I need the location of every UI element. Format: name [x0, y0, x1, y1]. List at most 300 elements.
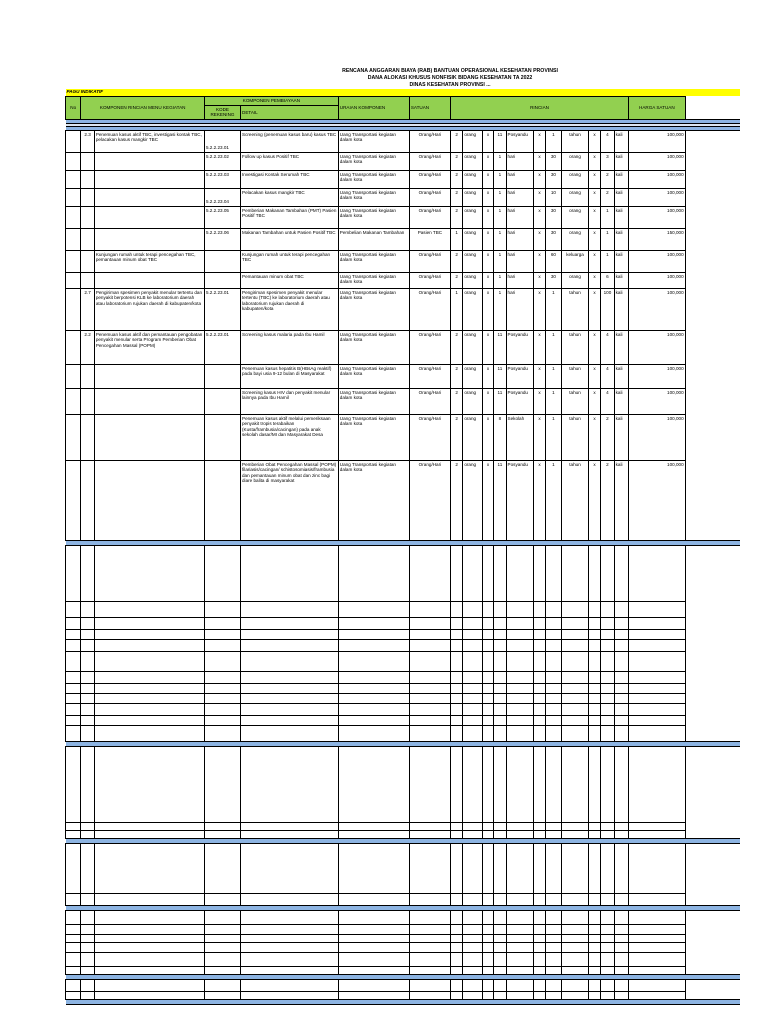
empty-cell	[241, 725, 339, 741]
row-qty-3: 30	[545, 206, 561, 228]
row-uraian: Uang Transportasi kegiatan dalam kota	[338, 460, 409, 540]
row-qty-3: 1	[545, 130, 561, 152]
empty-cell	[81, 617, 94, 629]
empty-cell	[601, 651, 614, 671]
title-line-3: DINAS KESEHATAN PROVINSI ...	[409, 82, 491, 88]
empty-cell	[494, 942, 506, 952]
row-qty-2: 11	[494, 460, 506, 540]
empty-cell	[545, 934, 561, 942]
empty-cell	[494, 822, 506, 830]
empty-cell	[81, 639, 94, 651]
row-unit-3: tahun	[562, 288, 589, 330]
row-kegiatan	[94, 152, 204, 170]
empty-cell	[241, 979, 339, 991]
empty-cell	[614, 893, 628, 905]
row-unit-1: orang	[463, 272, 483, 288]
empty-cell	[588, 979, 600, 991]
row-times: x	[534, 388, 545, 414]
row-times: x	[482, 152, 493, 170]
empty-cell	[562, 693, 589, 703]
row-qty-1: 2	[451, 170, 463, 188]
empty-cell	[685, 725, 740, 741]
row-number: 2.3	[81, 130, 94, 152]
row-unit-3: tahun	[562, 364, 589, 388]
empty-cell	[506, 924, 534, 934]
empty-cell	[588, 952, 600, 966]
row-unit-3: tahun	[562, 414, 589, 460]
empty-cell	[463, 822, 483, 830]
empty-cell	[614, 924, 628, 934]
empty-cell	[601, 924, 614, 934]
row-qty-2: 1	[494, 228, 506, 250]
row-qty-3: 1	[545, 288, 561, 330]
row-uraian: Uang Transportasi kegiatan dalam kota	[338, 152, 409, 170]
empty-cell	[94, 639, 204, 651]
empty-cell	[204, 991, 240, 999]
empty-cell	[463, 671, 483, 683]
row-unit-1: orang	[463, 414, 483, 460]
empty-cell	[338, 629, 409, 639]
empty-cell	[241, 693, 339, 703]
row-unit-4: kali	[614, 130, 628, 152]
empty-cell	[338, 639, 409, 651]
empty-cell	[81, 952, 94, 966]
empty-cell	[204, 942, 240, 952]
empty-cell	[614, 725, 628, 741]
row-qty-1: 2	[451, 388, 463, 414]
empty-cell	[588, 639, 600, 651]
empty-cell	[614, 683, 628, 693]
separator-bar	[66, 999, 741, 1004]
empty-cell	[506, 910, 534, 924]
empty-cell	[562, 629, 589, 639]
empty-cell	[451, 693, 463, 703]
empty-cell	[562, 942, 589, 952]
empty-cell	[629, 979, 686, 991]
empty-cell	[601, 910, 614, 924]
row-qty-1: 2	[451, 152, 463, 170]
empty-row	[66, 966, 741, 974]
row-kode-rekening: 5.2.2.23.06	[204, 228, 240, 250]
empty-cell	[494, 979, 506, 991]
row-qty-1: 2	[451, 364, 463, 388]
empty-cell	[81, 545, 94, 601]
row-kegiatan	[94, 272, 204, 288]
row-number	[81, 206, 94, 228]
row-satuan: Orang/Hari	[409, 170, 450, 188]
empty-cell	[685, 934, 740, 942]
empty-cell	[204, 651, 240, 671]
empty-cell	[629, 693, 686, 703]
row-satuan: Orang/Hari	[409, 130, 450, 152]
empty-cell	[629, 617, 686, 629]
empty-cell	[482, 746, 493, 822]
empty-row	[66, 924, 741, 934]
empty-cell	[204, 893, 240, 905]
empty-cell	[545, 601, 561, 617]
empty-cell	[614, 991, 628, 999]
empty-cell	[534, 725, 545, 741]
empty-row	[66, 629, 741, 639]
empty-cell	[601, 934, 614, 942]
empty-row	[66, 725, 741, 741]
empty-cell	[545, 715, 561, 725]
empty-cell	[66, 671, 81, 683]
row-qty-3: 1	[545, 460, 561, 540]
row-detail: Pemberian Obat Pencegahan Massal (POPM) filariasis/cacingan/ schistosomiasis/frambusia dan pemantauan minum obat dan zinc bagi diare balita di masyarakat	[241, 460, 339, 540]
header-rincian: RINCIAN	[451, 97, 629, 120]
empty-cell	[494, 671, 506, 683]
row-qty-2: 1	[494, 272, 506, 288]
row-times: x	[534, 228, 545, 250]
empty-cell	[451, 893, 463, 905]
empty-cell	[545, 830, 561, 838]
empty-cell	[81, 629, 94, 639]
row-unit-1: orang	[463, 460, 483, 540]
row-unit-1: orang	[463, 250, 483, 272]
table-row	[66, 228, 741, 250]
empty-cell	[601, 639, 614, 651]
empty-cell	[241, 601, 339, 617]
row-satuan: Orang/Hari	[409, 272, 450, 288]
empty-cell	[601, 545, 614, 601]
empty-cell	[534, 617, 545, 629]
empty-cell	[614, 693, 628, 703]
row-number	[81, 460, 94, 540]
empty-cell	[338, 893, 409, 905]
row-spacer	[685, 414, 740, 460]
empty-cell	[545, 671, 561, 683]
rab-table	[65, 89, 740, 1005]
empty-cell	[451, 617, 463, 629]
empty-cell	[588, 910, 600, 924]
row-unit-4: kali	[614, 330, 628, 364]
empty-cell	[601, 830, 614, 838]
empty-cell	[629, 629, 686, 639]
row-kode-rekening: 5.2.2.23.04	[204, 188, 240, 206]
empty-cell	[534, 651, 545, 671]
row-qty-2: 1	[494, 250, 506, 272]
row-qty-3: 1	[545, 414, 561, 460]
empty-cell	[451, 843, 463, 893]
empty-cell	[409, 725, 450, 741]
empty-cell	[94, 830, 204, 838]
empty-cell	[588, 893, 600, 905]
row-times: x	[534, 460, 545, 540]
empty-row	[66, 639, 741, 651]
empty-cell	[562, 651, 589, 671]
row-spacer	[66, 414, 81, 460]
row-satuan: Orang/Hari	[409, 152, 450, 170]
header-harga-satuan: HARGA SATUAN	[629, 97, 686, 120]
empty-cell	[66, 966, 81, 974]
row-times: x	[482, 388, 493, 414]
empty-row	[66, 952, 741, 966]
row-qty-4: 100	[601, 288, 614, 330]
empty-cell	[506, 693, 534, 703]
empty-cell	[614, 952, 628, 966]
empty-cell	[545, 545, 561, 601]
empty-cell	[338, 545, 409, 601]
empty-cell	[614, 601, 628, 617]
empty-cell	[409, 671, 450, 683]
empty-cell	[562, 991, 589, 999]
empty-cell	[588, 991, 600, 999]
table-row	[66, 460, 741, 540]
row-unit-3: orang	[562, 206, 589, 228]
empty-cell	[601, 843, 614, 893]
empty-cell	[81, 934, 94, 942]
empty-cell	[409, 651, 450, 671]
empty-cell	[409, 693, 450, 703]
empty-row	[66, 822, 741, 830]
empty-cell	[338, 693, 409, 703]
empty-cell	[588, 683, 600, 693]
empty-cell	[629, 703, 686, 715]
row-spacer	[66, 288, 81, 330]
row-number	[81, 188, 94, 206]
empty-cell	[534, 639, 545, 651]
empty-cell	[409, 991, 450, 999]
empty-cell	[204, 629, 240, 639]
empty-cell	[409, 746, 450, 822]
row-times: x	[482, 130, 493, 152]
row-qty-4: 2	[601, 188, 614, 206]
empty-cell	[66, 629, 81, 639]
empty-cell	[614, 979, 628, 991]
empty-cell	[601, 893, 614, 905]
row-qty-3: 10	[545, 188, 561, 206]
empty-cell	[94, 746, 204, 822]
empty-cell	[506, 822, 534, 830]
empty-cell	[241, 830, 339, 838]
empty-cell	[534, 934, 545, 942]
empty-cell	[562, 617, 589, 629]
empty-cell	[94, 671, 204, 683]
empty-cell	[66, 843, 81, 893]
row-unit-3: tahun	[562, 130, 589, 152]
row-times: x	[482, 414, 493, 460]
row-spacer	[66, 330, 81, 364]
empty-cell	[685, 893, 740, 905]
row-harga-satuan: 100,000	[629, 460, 686, 540]
row-times: x	[482, 228, 493, 250]
row-kode-rekening: 5.2.2.23.03	[204, 170, 240, 188]
header-detail: DETAIL	[241, 106, 339, 120]
empty-cell	[534, 830, 545, 838]
empty-cell	[482, 822, 493, 830]
empty-cell	[562, 639, 589, 651]
row-uraian: Uang Transportasi kegiatan dalam kota	[338, 188, 409, 206]
empty-cell	[338, 952, 409, 966]
empty-cell	[81, 910, 94, 924]
empty-cell	[482, 545, 493, 601]
row-satuan: Orang/Hari	[409, 388, 450, 414]
empty-cell	[629, 942, 686, 952]
empty-cell	[451, 991, 463, 999]
row-spacer	[685, 364, 740, 388]
row-number	[81, 250, 94, 272]
row-unit-2: hari	[506, 206, 534, 228]
empty-cell	[482, 629, 493, 639]
empty-cell	[338, 942, 409, 952]
empty-cell	[482, 991, 493, 999]
row-qty-1: 2	[451, 188, 463, 206]
empty-cell	[534, 991, 545, 999]
row-times: x	[588, 288, 600, 330]
empty-cell	[94, 651, 204, 671]
empty-cell	[534, 942, 545, 952]
row-unit-4: kali	[614, 250, 628, 272]
row-times: x	[588, 388, 600, 414]
empty-cell	[241, 617, 339, 629]
empty-cell	[451, 924, 463, 934]
row-uraian: Uang Transportasi kegiatan dalam kota	[338, 364, 409, 388]
empty-cell	[463, 843, 483, 893]
row-times: x	[482, 170, 493, 188]
row-times: x	[588, 228, 600, 250]
row-spacer	[685, 188, 740, 206]
empty-cell	[601, 629, 614, 639]
row-spacer	[66, 228, 81, 250]
empty-cell	[494, 617, 506, 629]
empty-cell	[241, 893, 339, 905]
empty-cell	[601, 942, 614, 952]
empty-cell	[409, 703, 450, 715]
empty-cell	[629, 924, 686, 934]
empty-cell	[562, 671, 589, 683]
empty-cell	[494, 601, 506, 617]
empty-cell	[241, 966, 339, 974]
empty-cell	[562, 715, 589, 725]
row-times: x	[482, 288, 493, 330]
empty-row	[66, 703, 741, 715]
row-qty-1: 2	[451, 330, 463, 364]
empty-cell	[451, 629, 463, 639]
empty-cell	[241, 910, 339, 924]
empty-cell	[685, 617, 740, 629]
empty-cell	[545, 910, 561, 924]
empty-row	[66, 651, 741, 671]
empty-cell	[685, 651, 740, 671]
row-times: x	[534, 288, 545, 330]
row-unit-2: Posyandu	[506, 388, 534, 414]
empty-cell	[534, 952, 545, 966]
empty-cell	[94, 893, 204, 905]
row-qty-3: 30	[545, 170, 561, 188]
row-harga-satuan: 100,000	[629, 152, 686, 170]
row-spacer	[66, 206, 81, 228]
row-times: x	[534, 414, 545, 460]
row-qty-4: 2	[601, 460, 614, 540]
empty-cell	[482, 910, 493, 924]
empty-cell	[614, 715, 628, 725]
row-times: x	[588, 460, 600, 540]
header-satuan: SATUAN	[409, 97, 450, 120]
empty-cell	[94, 910, 204, 924]
empty-cell	[534, 893, 545, 905]
row-harga-satuan: 100,000	[629, 130, 686, 152]
empty-cell	[94, 822, 204, 830]
empty-cell	[66, 545, 81, 601]
empty-cell	[494, 545, 506, 601]
empty-cell	[463, 683, 483, 693]
empty-row	[66, 545, 741, 601]
empty-cell	[204, 639, 240, 651]
row-times: x	[588, 272, 600, 288]
empty-cell	[506, 843, 534, 893]
empty-cell	[94, 629, 204, 639]
row-times: x	[588, 330, 600, 364]
empty-cell	[506, 629, 534, 639]
empty-cell	[66, 746, 81, 822]
document-title	[260, 68, 640, 89]
empty-cell	[409, 601, 450, 617]
row-kegiatan	[94, 414, 204, 460]
empty-cell	[94, 991, 204, 999]
empty-cell	[451, 942, 463, 952]
row-uraian: Uang Transportasi kegiatan dalam kota	[338, 272, 409, 288]
empty-cell	[94, 979, 204, 991]
empty-row	[66, 746, 741, 822]
empty-cell	[614, 671, 628, 683]
empty-row	[66, 942, 741, 952]
row-qty-2: 1	[494, 152, 506, 170]
empty-cell	[685, 746, 740, 822]
empty-cell	[545, 617, 561, 629]
row-qty-1: 2	[451, 460, 463, 540]
empty-cell	[81, 725, 94, 741]
empty-cell	[463, 601, 483, 617]
empty-cell	[562, 952, 589, 966]
empty-cell	[482, 617, 493, 629]
empty-cell	[409, 942, 450, 952]
row-times: x	[588, 152, 600, 170]
row-unit-4: kali	[614, 414, 628, 460]
empty-cell	[494, 639, 506, 651]
empty-cell	[482, 671, 493, 683]
row-spacer	[66, 188, 81, 206]
empty-cell	[685, 952, 740, 966]
empty-cell	[545, 843, 561, 893]
empty-cell	[66, 893, 81, 905]
empty-cell	[494, 952, 506, 966]
empty-cell	[241, 671, 339, 683]
row-kegiatan	[94, 206, 204, 228]
row-unit-3: orang	[562, 170, 589, 188]
row-uraian: Uang Transportasi kegiatan dalam kota	[338, 330, 409, 364]
row-qty-2: 11	[494, 388, 506, 414]
empty-cell	[685, 693, 740, 703]
empty-cell	[409, 843, 450, 893]
empty-row	[66, 671, 741, 683]
row-kode-rekening: 5.2.2.23.05	[204, 206, 240, 228]
empty-cell	[534, 924, 545, 934]
empty-cell	[685, 924, 740, 934]
empty-cell	[601, 683, 614, 693]
empty-cell	[451, 952, 463, 966]
table-row	[66, 152, 741, 170]
row-times: x	[588, 170, 600, 188]
empty-cell	[614, 843, 628, 893]
row-qty-2: 1	[494, 206, 506, 228]
row-detail: Investigasi Kontak Serumah TBC	[241, 170, 339, 188]
empty-row	[66, 934, 741, 942]
empty-cell	[409, 924, 450, 934]
row-unit-4: kali	[614, 460, 628, 540]
empty-cell	[506, 671, 534, 683]
row-spacer	[685, 130, 740, 152]
